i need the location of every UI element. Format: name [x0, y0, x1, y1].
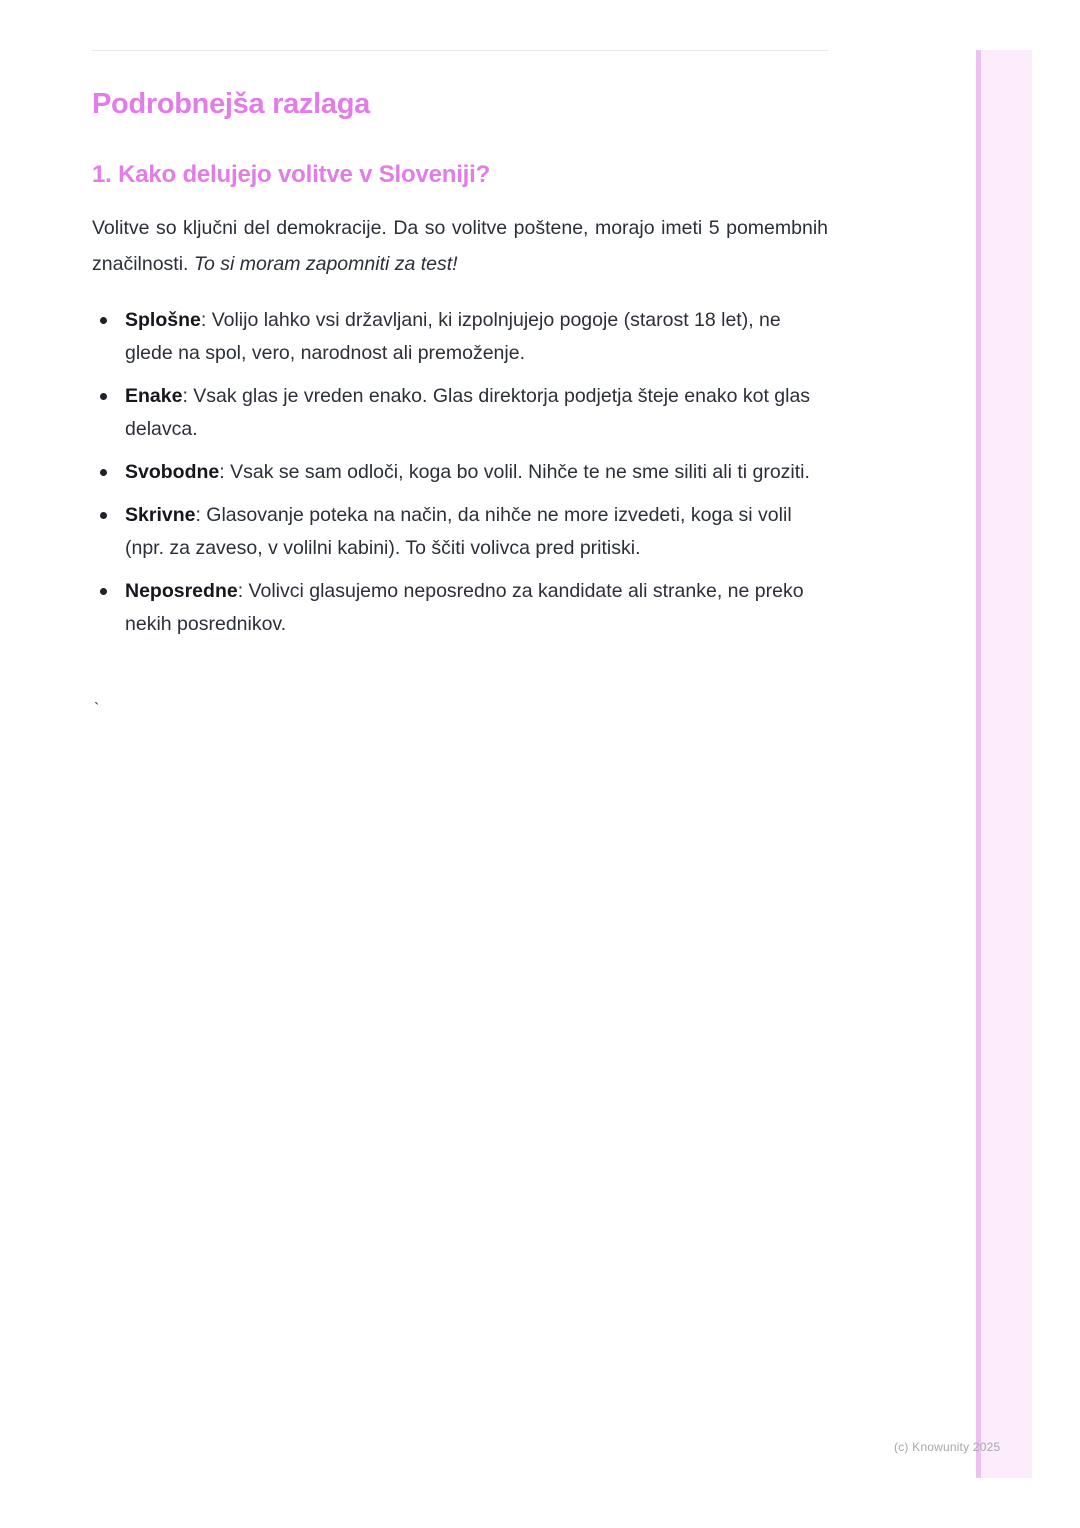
feature-term: Neposredne	[125, 580, 238, 602]
side-margin-panel	[976, 50, 1032, 1478]
copyright-notice: (c) Knowunity 2025	[894, 1440, 1001, 1454]
intro-text: Volitve so ključni del demokracije. Da so volitve poštene, morajo imeti 5 pomembnih značilnosti.	[92, 217, 828, 275]
list-item	[92, 575, 828, 641]
intro-paragraph	[92, 210, 828, 282]
page-title: Podrobnejša razlaga	[92, 88, 370, 120]
feature-description: : Glasovanje poteka na način, da nihče ne more izvedeti, koga si volil (npr. za zaveso, v volilni kabini). To ščiti volivca pred pritiski.	[125, 504, 792, 559]
stray-backtick: `	[94, 701, 100, 718]
top-divider	[92, 50, 828, 51]
section-title: 1. Kako delujejo volitve v Sloveniji?	[92, 161, 491, 188]
election-features-list	[92, 304, 828, 641]
bullet-icon	[100, 317, 107, 324]
side-margin-stripe	[976, 50, 981, 1478]
document-content	[92, 84, 828, 651]
list-item	[92, 499, 828, 565]
feature-term: Skrivne	[125, 504, 196, 526]
feature-description: : Vsak se sam odloči, koga bo volil. Nihče te ne sme siliti ali ti groziti.	[219, 461, 810, 483]
bullet-icon	[100, 393, 107, 400]
feature-description: : Vsak glas je vreden enako. Glas direktorja podjetja šteje enako kot glas delavca.	[125, 385, 811, 440]
intro-italic-note: To si moram zapomniti za test!	[193, 253, 458, 275]
list-item	[92, 456, 828, 489]
feature-description: : Volivci glasujemo neposredno za kandidate ali stranke, ne preko nekih posrednikov.	[125, 580, 804, 635]
feature-term: Svobodne	[125, 461, 220, 483]
feature-term: Splošne	[125, 309, 201, 331]
feature-term: Enake	[125, 385, 183, 407]
bullet-icon	[100, 588, 107, 595]
list-item	[92, 304, 828, 370]
bullet-icon	[100, 469, 107, 476]
bullet-icon	[100, 512, 107, 519]
list-item	[92, 380, 828, 446]
feature-description: : Volijo lahko vsi državljani, ki izpolnjujejo pogoje (starost 18 let), ne glede na spol, vero, narodnost ali premoženje.	[125, 309, 781, 364]
